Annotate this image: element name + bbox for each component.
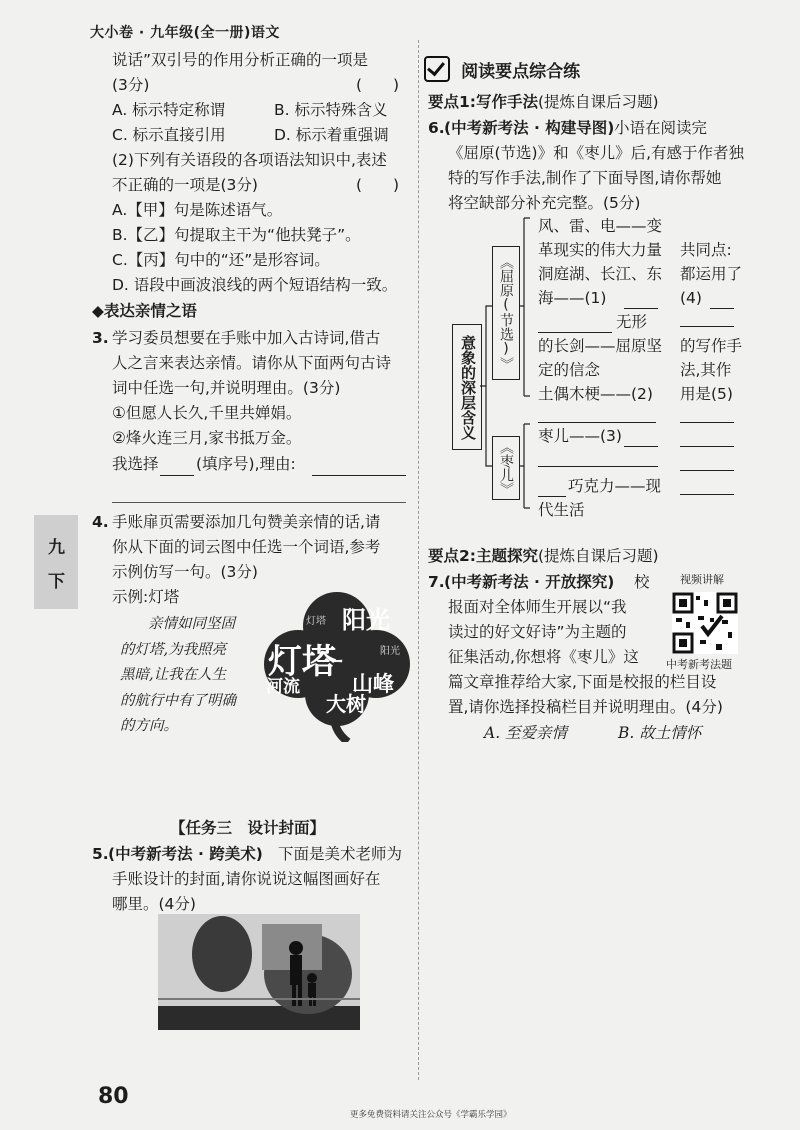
- map-item-dates: 枣儿——(3): [538, 427, 622, 445]
- option-b[interactable]: B. 标示特殊含义: [274, 101, 388, 119]
- option-c[interactable]: C. 标示直接引用: [112, 126, 226, 144]
- map-item-sword: 无形: [616, 313, 648, 331]
- q3-line2: 人之言来表达亲情。请你从下面两句古诗: [112, 354, 392, 372]
- q6-number: 6.: [428, 119, 445, 137]
- map-blank-1b[interactable]: [538, 310, 612, 333]
- map-item-chocolate-2: 代生活: [538, 501, 585, 519]
- common-blank-5b[interactable]: [680, 430, 734, 447]
- q4-example-line1: 亲情如同坚固: [148, 616, 235, 632]
- map-item-lake: 洞庭湖、长江、东: [538, 265, 663, 283]
- key-point-1-label: 要点1:写作手法: [428, 93, 538, 111]
- running-header: 大小卷 · 九年级(全一册)语文: [90, 25, 280, 41]
- q2-stem-line2: 不正确的一项是(3分): [112, 176, 258, 194]
- qr-code[interactable]: [672, 592, 738, 654]
- map-item-clay: 土偶木梗——(2): [538, 385, 653, 403]
- q5-line1: 下面是美术老师为: [278, 845, 403, 863]
- q4-line3: 示例仿写一句。(3分): [112, 563, 258, 581]
- cover-illustration: [158, 914, 360, 1030]
- map-item-wind-thunder-2: 革现实的伟大力量: [538, 241, 663, 259]
- q4-number: 4.: [92, 513, 109, 531]
- q7-line4: 征集活动,你想将《枣儿》这: [448, 648, 639, 666]
- page-number: 80: [98, 1084, 129, 1109]
- qr-caption: 中考新考法题: [666, 658, 732, 671]
- map-item-wind-thunder: 风、雷、电——变: [538, 217, 663, 235]
- q5-line2: 手账设计的封面,请你说说这幅图画好在: [112, 870, 381, 888]
- map-node-quyuan: 《屈原(节选)》: [492, 246, 520, 380]
- q2-stem-line1: (2)下列有关语段的各项语法知识中,表述: [112, 151, 387, 169]
- q3-option-1[interactable]: ①但愿人长久,千里共婵娟。: [112, 404, 302, 422]
- map-blank-3b[interactable]: [538, 450, 658, 467]
- q7-line5: 篇文章推荐给大家,下面是校报的栏目设: [448, 673, 717, 691]
- q1-stem-line: 说话”双引号的作用分析正确的一项是: [112, 51, 369, 69]
- grade-tab-char1: 九: [48, 538, 65, 558]
- q4-example-label: 示例:灯塔: [112, 588, 180, 606]
- cloud-word-lighthouse: 灯塔: [268, 642, 336, 682]
- map-blank-1[interactable]: [624, 286, 658, 309]
- cloud-word-tree: 大树: [326, 692, 366, 716]
- key-point-2: [428, 544, 659, 569]
- map-blank-2[interactable]: [538, 406, 656, 423]
- key-point-1: [428, 90, 659, 115]
- common-line5: 法,其作: [680, 361, 732, 379]
- q3-line1: 学习委员想要在手账中加入古诗词,借古: [112, 329, 381, 347]
- q6-line1: 小语在阅读完: [614, 119, 708, 137]
- map-item-sword-2: 的长剑——屈原坚: [538, 337, 663, 355]
- map-root-box: 意象的深层含义: [452, 324, 482, 450]
- q2-option-b[interactable]: B.【乙】句提取主干为“他扶凳子”。: [112, 226, 361, 244]
- key-point-2-label: 要点2:主题探究: [428, 547, 538, 565]
- q3-reason-blank[interactable]: [312, 452, 406, 476]
- q4-line2: 你从下面的词云图中任选一个词语,参考: [112, 538, 381, 556]
- q4-example-text: [120, 612, 236, 740]
- common-line4: 的写作手: [680, 337, 743, 355]
- cloud-word-river: 河流: [266, 677, 300, 697]
- map-item-sword-3: 定的信念: [538, 361, 601, 379]
- q2-answer-paren[interactable]: ( ): [356, 176, 400, 194]
- q3-line3: 词中任选一句,并说明理由。(3分): [112, 379, 341, 397]
- q4-example-line4: 的航行中有了明确: [120, 692, 236, 709]
- grade-tab-char2: 下: [48, 572, 65, 592]
- map-blank-3[interactable]: [624, 424, 658, 447]
- q2-option-c[interactable]: C.【丙】句中的“还”是形容词。: [112, 251, 330, 269]
- q6-line2: 《屈原(节选)》和《枣儿》后,有感于作者独: [448, 144, 745, 162]
- q3-number: 3.: [92, 329, 109, 347]
- map-blank-chocolate[interactable]: [538, 474, 566, 497]
- q2-option-a[interactable]: A.【甲】句是陈述语气。: [112, 201, 283, 219]
- qr-code-icon: [672, 592, 738, 654]
- q2-option-d[interactable]: D. 语段中画波浪线的两个短语结构一致。: [112, 276, 398, 294]
- map-item-lake-2: 海——(1): [538, 289, 607, 307]
- q7-line1: 校: [634, 573, 650, 591]
- q6-line3: 特的写作手法,制作了下面导图,请你帮她: [448, 169, 722, 187]
- q7-option-a[interactable]: A. 至爱亲情: [484, 724, 568, 742]
- common-line2: 都运用了: [680, 265, 743, 283]
- common-blank-label: (4): [680, 289, 702, 307]
- q4-example-line3: 黑暗,让我在人生: [120, 667, 227, 683]
- checkbox-check-icon: [424, 56, 450, 82]
- grade-tab: [34, 515, 78, 609]
- option-a[interactable]: A. 标示特定称谓: [112, 101, 226, 119]
- q3-reason-label: (填序号),理由:: [196, 455, 296, 473]
- cloud-word-mountain: 山峰: [352, 672, 394, 696]
- common-blank-5c[interactable]: [680, 454, 734, 471]
- option-d[interactable]: D. 标示着重强调: [274, 126, 389, 144]
- common-blank-4b[interactable]: [680, 310, 734, 327]
- q6-tag: (中考新考法 · 构建导图): [444, 119, 615, 137]
- reading-section-title: 阅读要点综合练: [461, 61, 581, 82]
- common-blank-5d[interactable]: [680, 478, 734, 495]
- key-point-1-source: (提炼自课后习题): [537, 93, 659, 111]
- cloud-word-small-2: 灯塔: [306, 616, 326, 627]
- column-divider: [418, 40, 419, 1080]
- common-blank-4[interactable]: [710, 286, 734, 309]
- common-blank-5a[interactable]: [680, 406, 734, 423]
- task-three-title: 【任务三 设计封面】: [170, 819, 326, 837]
- common-label: 共同点:: [680, 241, 732, 259]
- map-item-chocolate: 巧克力——现: [568, 477, 662, 495]
- q4-example-line2: 的灯塔,为我照亮: [120, 641, 227, 658]
- map-node-zaoer: 《枣儿》: [492, 436, 520, 500]
- section-title-express: ◆表达亲情之语: [92, 302, 197, 320]
- key-point-2-source: (提炼自课后习题): [537, 547, 659, 565]
- parent-child-silhouette-icon: [158, 914, 360, 1030]
- video-explain-label: 视频讲解: [680, 573, 724, 586]
- q7-number: 7.: [428, 573, 445, 591]
- q7-line3: 读过的好文好诗”为主题的: [448, 623, 627, 641]
- q7-tag: (中考新考法 · 开放探究): [444, 573, 615, 591]
- q5-number: 5.: [92, 845, 109, 863]
- cloud-word-sunshine: 阳光: [342, 606, 390, 634]
- q7-option-b[interactable]: B. 故土情怀: [618, 724, 702, 742]
- q7-line6: 置,请你选择投稿栏目并说明理由。(4分): [448, 698, 723, 716]
- q3-choice-blank[interactable]: [160, 452, 194, 476]
- q3-answer-line[interactable]: [112, 502, 406, 503]
- common-line6: 用是(5): [680, 385, 733, 403]
- reading-section-header: [424, 56, 580, 82]
- q1-answer-paren[interactable]: ( ): [356, 76, 400, 94]
- q4-line1: 手账扉页需要添加几句赞美亲情的话,请: [112, 513, 381, 531]
- q5-line3: 哪里。(4分): [112, 895, 196, 913]
- cloud-word-small-1: 阳光: [380, 646, 400, 657]
- q3-option-2[interactable]: ②烽火连三月,家书抵万金。: [112, 429, 302, 447]
- q4-example-line5: 的方向。: [120, 718, 178, 734]
- word-cloud-image: [262, 592, 412, 742]
- footer-note: 更多免费资料请关注公众号《学霸乐学园》: [350, 1110, 512, 1120]
- q3-select-label: 我选择: [112, 455, 159, 473]
- q1-score: (3分): [112, 76, 150, 94]
- q5-tag: (中考新考法 · 跨美术): [108, 845, 263, 863]
- q6-line4: 将空缺部分补充完整。(5分): [448, 194, 641, 212]
- q7-line2: 报面对全体师生开展以“我: [448, 598, 627, 616]
